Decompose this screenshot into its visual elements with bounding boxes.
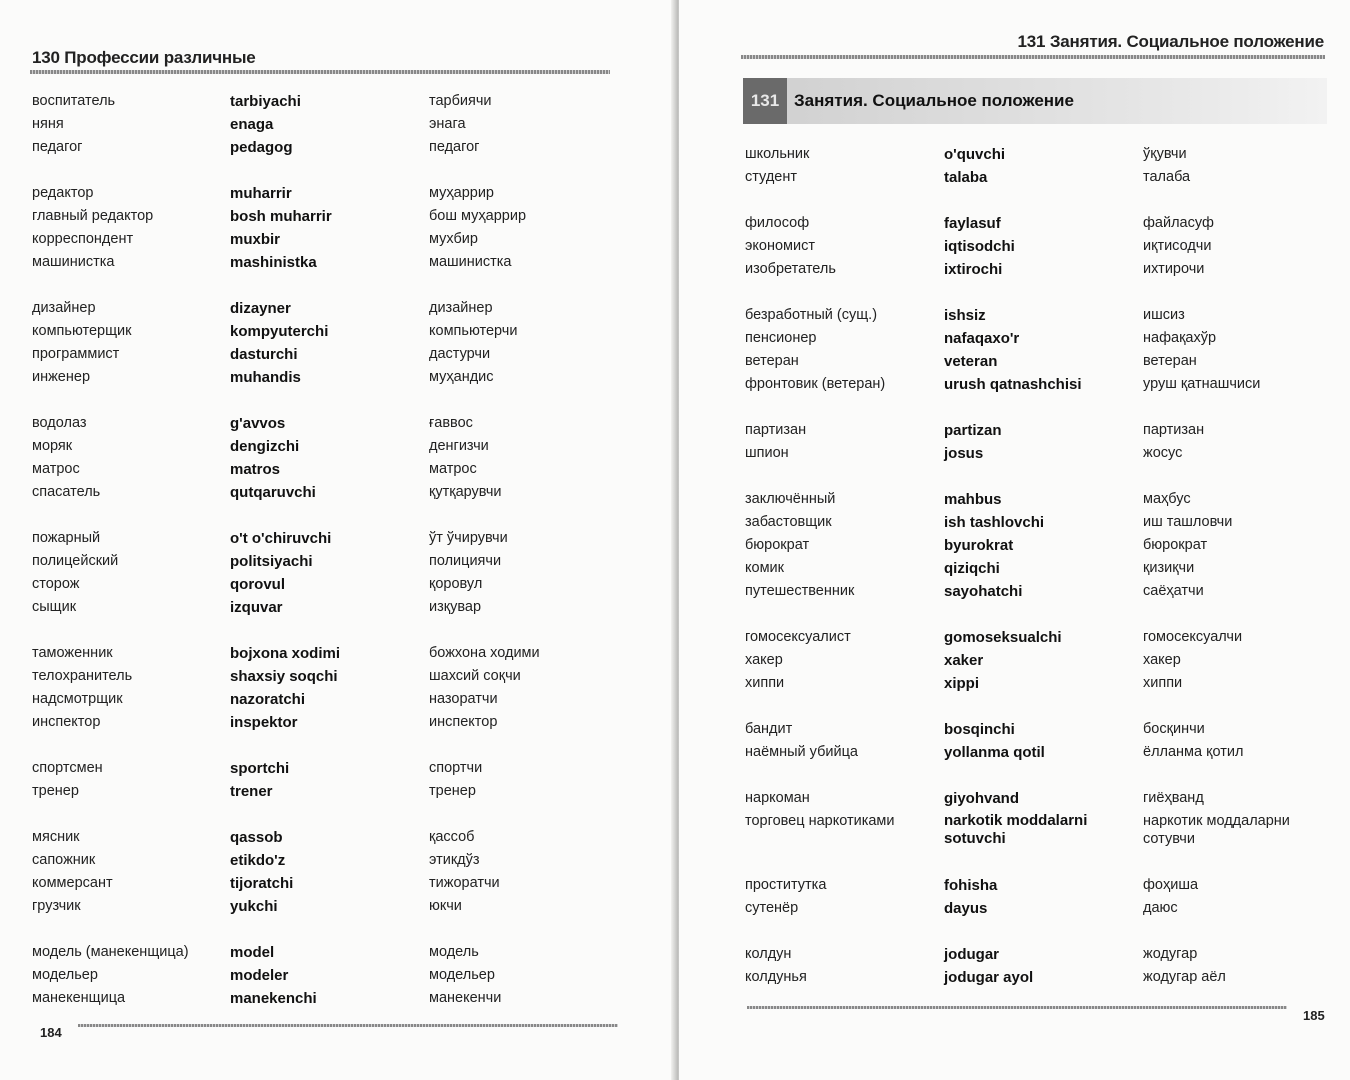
entry-group bbox=[32, 297, 632, 389]
entry-group bbox=[745, 943, 1345, 989]
uzbek-cyrillic-term: муҳандис bbox=[429, 369, 494, 385]
dictionary-entry bbox=[32, 297, 632, 320]
uzbek-cyrillic-term: назоратчи bbox=[429, 691, 498, 707]
russian-term: няня bbox=[32, 116, 64, 132]
uzbek-cyrillic-term: жодугар bbox=[1143, 946, 1198, 962]
russian-term: наёмный убийца bbox=[745, 744, 858, 760]
right-page-number: 185 bbox=[1303, 1008, 1325, 1023]
uzbek-latin-term: bosqinchi bbox=[944, 721, 1015, 738]
uzbek-cyrillic-term: ўқувчи bbox=[1143, 146, 1187, 162]
russian-term: гомосексуалист bbox=[745, 629, 851, 645]
uzbek-cyrillic-term: талаба bbox=[1143, 169, 1191, 185]
uzbek-latin-term: o't o'chiruvchi bbox=[230, 530, 332, 547]
uzbek-latin-term: byurokrat bbox=[944, 537, 1014, 554]
uzbek-latin-term: ishsiz bbox=[944, 307, 986, 324]
dictionary-entry bbox=[745, 626, 1345, 649]
russian-term: студент bbox=[745, 169, 797, 185]
entry-group bbox=[745, 488, 1345, 603]
dictionary-entry bbox=[32, 205, 632, 228]
uzbek-cyrillic-term: дастурчи bbox=[429, 346, 491, 362]
dictionary-entry bbox=[32, 596, 632, 619]
left-page-number: 184 bbox=[40, 1025, 62, 1040]
russian-term: редактор bbox=[32, 185, 94, 201]
dictionary-entry bbox=[745, 304, 1345, 327]
uzbek-latin-term: matros bbox=[230, 461, 281, 478]
section-number-badge: 131 bbox=[743, 78, 787, 124]
uzbek-latin-term: izquvar bbox=[230, 599, 283, 616]
russian-term: партизан bbox=[745, 422, 807, 438]
dictionary-entry bbox=[745, 718, 1345, 741]
russian-term: экономист bbox=[745, 238, 816, 254]
entry-group bbox=[745, 419, 1345, 465]
russian-term: комик bbox=[745, 560, 784, 576]
uzbek-cyrillic-term: модельер bbox=[429, 967, 495, 983]
dictionary-entry bbox=[32, 481, 632, 504]
uzbek-cyrillic-term: модель bbox=[429, 944, 479, 960]
uzbek-latin-term: ixtirochi bbox=[944, 261, 1003, 278]
russian-term: бюрократ bbox=[745, 537, 810, 553]
russian-term: бандит bbox=[745, 721, 793, 737]
russian-term: колдун bbox=[745, 946, 792, 962]
uzbek-latin-term: nafaqaxo'r bbox=[944, 330, 1020, 347]
uzbek-latin-term: muxbir bbox=[230, 231, 281, 248]
russian-term: машинистка bbox=[32, 254, 115, 270]
entry-group bbox=[32, 826, 632, 918]
uzbek-cyrillic-term: хиппи bbox=[1143, 675, 1183, 691]
uzbek-latin-term: talaba bbox=[944, 169, 988, 186]
dictionary-entry bbox=[32, 665, 632, 688]
entry-group bbox=[745, 143, 1345, 189]
uzbek-latin-term: fohisha bbox=[944, 877, 998, 894]
uzbek-latin-term: qassob bbox=[230, 829, 283, 846]
russian-term: сутенёр bbox=[745, 900, 799, 916]
left-running-header: 130 Профессии различные bbox=[32, 48, 256, 67]
uzbek-cyrillic-term: бюрократ bbox=[1143, 537, 1208, 553]
russian-term: водолаз bbox=[32, 415, 87, 431]
uzbek-cyrillic-term: бош муҳаррир bbox=[429, 208, 527, 224]
uzbek-latin-term: mahbus bbox=[944, 491, 1002, 508]
dictionary-entry bbox=[32, 320, 632, 343]
uzbek-latin-term: xaker bbox=[944, 652, 984, 669]
uzbek-cyrillic-term: уруш қатнашчиси bbox=[1143, 376, 1261, 392]
russian-term: таможенник bbox=[32, 645, 113, 661]
uzbek-cyrillic-term: инспектор bbox=[429, 714, 498, 730]
uzbek-latin-term: mashinistka bbox=[230, 254, 317, 271]
dictionary-entry bbox=[745, 373, 1345, 396]
dictionary-entry bbox=[32, 182, 632, 205]
uzbek-cyrillic-term: фоҳиша bbox=[1143, 877, 1199, 893]
dictionary-entry bbox=[32, 527, 632, 550]
dictionary-entry bbox=[745, 649, 1345, 672]
russian-term: проститутка bbox=[745, 877, 827, 893]
dictionary-entry bbox=[745, 741, 1345, 764]
section-title: Занятия. Социальное положение bbox=[794, 91, 1074, 110]
uzbek-latin-term: sportchi bbox=[230, 760, 290, 777]
dictionary-entry bbox=[745, 419, 1345, 442]
uzbek-latin-term: shaxsiy soqchi bbox=[230, 668, 338, 685]
russian-term: путешественник bbox=[745, 583, 855, 599]
uzbek-cyrillic-term: гомосексуалчи bbox=[1143, 629, 1243, 645]
uzbek-latin-term: giyohvand bbox=[944, 790, 1020, 807]
uzbek-cyrillic-term: саёҳатчи bbox=[1143, 583, 1204, 599]
dictionary-entry bbox=[745, 534, 1345, 557]
dictionary-entry bbox=[745, 787, 1345, 810]
uzbek-latin-term: narkotik moddalarni sotuvchi bbox=[944, 812, 1088, 847]
uzbek-cyrillic-term: ишсиз bbox=[1143, 307, 1185, 323]
russian-term: хиппи bbox=[745, 675, 785, 691]
entry-group bbox=[32, 642, 632, 734]
uzbek-cyrillic-term: энага bbox=[429, 116, 466, 132]
uzbek-latin-term: o'quvchi bbox=[944, 146, 1006, 163]
russian-term: изобретатель bbox=[745, 261, 836, 277]
russian-term: корреспондент bbox=[32, 231, 134, 247]
section-heading-bar bbox=[743, 78, 1327, 124]
dictionary-entry bbox=[745, 327, 1345, 350]
uzbek-latin-term: trener bbox=[230, 783, 273, 800]
dictionary-entry bbox=[745, 442, 1345, 465]
dictionary-entry bbox=[32, 826, 632, 849]
uzbek-cyrillic-term: машинистка bbox=[429, 254, 512, 270]
russian-term: ветеран bbox=[745, 353, 799, 369]
right-header-rule bbox=[741, 55, 1325, 59]
dictionary-entry bbox=[745, 212, 1345, 235]
uzbek-cyrillic-term: муҳаррир bbox=[429, 185, 494, 201]
uzbek-cyrillic-term: ихтирочи bbox=[1143, 261, 1205, 277]
dictionary-entry bbox=[745, 488, 1345, 511]
uzbek-latin-term: jodugar ayol bbox=[944, 969, 1034, 986]
dictionary-entry bbox=[32, 458, 632, 481]
uzbek-latin-term: dengizchi bbox=[230, 438, 300, 455]
russian-term: фронтовик (ветеран) bbox=[745, 376, 886, 392]
uzbek-latin-term: tijoratchi bbox=[230, 875, 294, 892]
russian-term: заключённый bbox=[745, 491, 836, 507]
entry-group bbox=[32, 412, 632, 504]
dictionary-entry bbox=[32, 895, 632, 918]
uzbek-cyrillic-term: қизиқчи bbox=[1143, 560, 1195, 576]
uzbek-cyrillic-term: қассоб bbox=[429, 829, 475, 845]
uzbek-cyrillic-term: тижоратчи bbox=[429, 875, 500, 891]
uzbek-latin-term: etikdo'z bbox=[230, 852, 286, 869]
entry-group bbox=[745, 304, 1345, 396]
uzbek-cyrillic-term: педагог bbox=[429, 139, 480, 155]
entry-group bbox=[32, 90, 632, 159]
uzbek-cyrillic-term: қутқарувчи bbox=[429, 484, 502, 500]
russian-term: хакер bbox=[745, 652, 783, 668]
uzbek-cyrillic-term: юкчи bbox=[429, 898, 462, 914]
uzbek-latin-term: urush qatnashchisi bbox=[944, 376, 1082, 393]
dictionary-entry bbox=[745, 874, 1345, 897]
dictionary-entry bbox=[745, 897, 1345, 920]
russian-term: наркоман bbox=[745, 790, 810, 806]
uzbek-cyrillic-term: даюс bbox=[1143, 900, 1178, 916]
russian-term: компьютерщик bbox=[32, 323, 132, 339]
uzbek-latin-term: kompyuterchi bbox=[230, 323, 329, 340]
russian-term: моряк bbox=[32, 438, 73, 454]
dictionary-entry bbox=[745, 258, 1345, 281]
dictionary-entry bbox=[32, 941, 632, 964]
russian-term: программист bbox=[32, 346, 120, 362]
uzbek-cyrillic-term: босқинчи bbox=[1143, 721, 1205, 737]
uzbek-latin-term: bojxona xodimi bbox=[230, 645, 341, 662]
uzbek-cyrillic-term: матрос bbox=[429, 461, 477, 477]
dictionary-entry bbox=[32, 136, 632, 159]
uzbek-latin-term: gomoseksualchi bbox=[944, 629, 1062, 646]
uzbek-cyrillic-term: жосус bbox=[1143, 445, 1183, 461]
dictionary-entry bbox=[745, 143, 1345, 166]
uzbek-latin-term: g'avvos bbox=[230, 415, 286, 432]
dictionary-entry bbox=[32, 343, 632, 366]
uzbek-latin-term: dayus bbox=[944, 900, 988, 917]
uzbek-cyrillic-term: манекенчи bbox=[429, 990, 502, 1006]
dictionary-entry bbox=[32, 113, 632, 136]
dictionary-entry bbox=[32, 366, 632, 389]
entry-group bbox=[745, 212, 1345, 281]
russian-term: сыщик bbox=[32, 599, 77, 615]
uzbek-latin-term: muharrir bbox=[230, 185, 292, 202]
uzbek-cyrillic-term: мухбир bbox=[429, 231, 478, 247]
russian-term: главный редактор bbox=[32, 208, 154, 224]
russian-term: надсмотрщик bbox=[32, 691, 123, 707]
uzbek-latin-term: dasturchi bbox=[230, 346, 298, 363]
uzbek-cyrillic-term: дизайнер bbox=[429, 300, 493, 316]
russian-term: коммерсант bbox=[32, 875, 113, 891]
dictionary-entry bbox=[745, 166, 1345, 189]
uzbek-cyrillic-term: наркотик моддаларни сотувчи bbox=[1143, 813, 1290, 847]
uzbek-latin-term: josus bbox=[944, 445, 984, 462]
uzbek-latin-term: enaga bbox=[230, 116, 274, 133]
dictionary-entry bbox=[745, 580, 1345, 603]
russian-term: спортсмен bbox=[32, 760, 103, 776]
dictionary-entry bbox=[32, 987, 632, 1010]
dictionary-entry bbox=[32, 251, 632, 274]
dictionary-entry bbox=[32, 435, 632, 458]
dictionary-entry bbox=[32, 757, 632, 780]
uzbek-cyrillic-term: тренер bbox=[429, 783, 476, 799]
russian-term: манекенщица bbox=[32, 990, 126, 1006]
russian-term: торговец наркотиками bbox=[745, 813, 895, 829]
dictionary-entry bbox=[32, 573, 632, 596]
entry-group bbox=[745, 626, 1345, 695]
uzbek-cyrillic-term: спортчи bbox=[429, 760, 483, 776]
uzbek-latin-term: qiziqchi bbox=[944, 560, 1000, 577]
entry-group bbox=[745, 787, 1345, 851]
uzbek-cyrillic-term: полициячи bbox=[429, 553, 502, 569]
uzbek-cyrillic-term: партизан bbox=[1143, 422, 1205, 438]
dictionary-entry bbox=[32, 642, 632, 665]
uzbek-cyrillic-term: нафақахўр bbox=[1143, 330, 1217, 346]
uzbek-cyrillic-term: ўт ўчирувчи bbox=[429, 530, 508, 546]
uzbek-cyrillic-term: файласуф bbox=[1143, 215, 1214, 231]
uzbek-latin-term: tarbiyachi bbox=[230, 93, 301, 110]
dictionary-entry bbox=[745, 966, 1345, 989]
entry-group bbox=[32, 757, 632, 803]
uzbek-latin-term: sayohatchi bbox=[944, 583, 1023, 600]
dictionary-entry bbox=[745, 810, 1345, 851]
dictionary-entry bbox=[32, 550, 632, 573]
uzbek-cyrillic-term: ёлланма қотил bbox=[1143, 744, 1244, 760]
uzbek-latin-term: manekenchi bbox=[230, 990, 317, 1007]
uzbek-latin-term: veteran bbox=[944, 353, 998, 370]
russian-term: сторож bbox=[32, 576, 80, 592]
uzbek-cyrillic-term: шахсий соқчи bbox=[429, 668, 521, 684]
uzbek-cyrillic-term: гиёҳванд bbox=[1143, 790, 1204, 806]
uzbek-latin-term: modeler bbox=[230, 967, 289, 984]
russian-term: инженер bbox=[32, 369, 91, 385]
uzbek-latin-term: muhandis bbox=[230, 369, 301, 386]
dictionary-entry bbox=[32, 849, 632, 872]
russian-term: школьник bbox=[745, 146, 810, 162]
uzbek-latin-term: dizayner bbox=[230, 300, 291, 317]
russian-term: спасатель bbox=[32, 484, 101, 500]
russian-term: тренер bbox=[32, 783, 79, 799]
dictionary-entry bbox=[32, 228, 632, 251]
dictionary-entry bbox=[32, 711, 632, 734]
dictionary-entry bbox=[745, 943, 1345, 966]
uzbek-latin-term: qorovul bbox=[230, 576, 285, 593]
russian-term: инспектор bbox=[32, 714, 101, 730]
russian-term: дизайнер bbox=[32, 300, 96, 316]
uzbek-cyrillic-term: изқувар bbox=[429, 599, 482, 615]
right-running-header: 131 Занятия. Социальное положение bbox=[1017, 32, 1324, 51]
uzbek-latin-term: yollanma qotil bbox=[944, 744, 1045, 761]
uzbek-latin-term: inspektor bbox=[230, 714, 298, 731]
entry-group bbox=[745, 874, 1345, 920]
russian-term: философ bbox=[745, 215, 810, 231]
dictionary-entry bbox=[32, 412, 632, 435]
dictionary-entry bbox=[32, 872, 632, 895]
uzbek-latin-term: politsiyachi bbox=[230, 553, 313, 570]
dictionary-entry bbox=[32, 688, 632, 711]
uzbek-latin-term: nazoratchi bbox=[230, 691, 306, 708]
uzbek-cyrillic-term: ветеран bbox=[1143, 353, 1197, 369]
uzbek-latin-term: iqtisodchi bbox=[944, 238, 1015, 255]
uzbek-cyrillic-term: хакер bbox=[1143, 652, 1181, 668]
russian-term: забастовщик bbox=[745, 514, 832, 530]
uzbek-cyrillic-term: ғаввос bbox=[429, 415, 473, 431]
left-header-rule bbox=[30, 70, 610, 74]
uzbek-latin-term: xippi bbox=[944, 675, 980, 692]
uzbek-cyrillic-term: этикдўз bbox=[429, 852, 480, 868]
dictionary-entry bbox=[745, 350, 1345, 373]
russian-term: колдунья bbox=[745, 969, 807, 985]
russian-term: модель (манекенщица) bbox=[32, 944, 189, 960]
dictionary-entry bbox=[745, 557, 1345, 580]
russian-term: пожарный bbox=[32, 530, 101, 546]
entry-group bbox=[32, 527, 632, 619]
left-word-list bbox=[32, 90, 632, 1033]
uzbek-latin-term: ish tashlovchi bbox=[944, 514, 1045, 531]
dictionary-entry bbox=[745, 235, 1345, 258]
uzbek-cyrillic-term: денгизчи bbox=[429, 438, 489, 454]
russian-term: воспитатель bbox=[32, 93, 116, 109]
russian-term: телохранитель bbox=[32, 668, 133, 684]
uzbek-cyrillic-term: иш ташловчи bbox=[1143, 514, 1233, 530]
uzbek-cyrillic-term: божхона ходими bbox=[429, 645, 540, 661]
entry-group bbox=[32, 182, 632, 274]
uzbek-latin-term: bosh muharrir bbox=[230, 208, 332, 225]
uzbek-latin-term: partizan bbox=[944, 422, 1002, 439]
russian-term: педагог bbox=[32, 139, 83, 155]
russian-term: пенсионер bbox=[745, 330, 817, 346]
uzbek-latin-term: pedagog bbox=[230, 139, 293, 156]
uzbek-latin-term: qutqaruvchi bbox=[230, 484, 316, 501]
uzbek-cyrillic-term: маҳбус bbox=[1143, 491, 1191, 507]
right-page bbox=[679, 0, 1350, 1080]
uzbek-latin-term: model bbox=[230, 944, 275, 961]
dictionary-entry bbox=[745, 672, 1345, 695]
entry-group bbox=[745, 718, 1345, 764]
russian-term: сапожник bbox=[32, 852, 96, 868]
uzbek-cyrillic-term: тарбиячи bbox=[429, 93, 492, 109]
uzbek-latin-term: jodugar bbox=[944, 946, 999, 963]
uzbek-cyrillic-term: иқтисодчи bbox=[1143, 238, 1212, 254]
uzbek-cyrillic-term: жодугар аёл bbox=[1143, 969, 1226, 985]
right-word-list bbox=[745, 143, 1345, 1012]
right-footer-rule bbox=[747, 1006, 1287, 1009]
left-footer-rule bbox=[78, 1024, 618, 1027]
uzbek-latin-term: yukchi bbox=[230, 898, 278, 915]
russian-term: модельер bbox=[32, 967, 98, 983]
russian-term: шпион bbox=[745, 445, 789, 461]
dictionary-entry bbox=[32, 780, 632, 803]
russian-term: мясник bbox=[32, 829, 80, 845]
uzbek-cyrillic-term: қоровул bbox=[429, 576, 483, 592]
uzbek-cyrillic-term: компьютерчи bbox=[429, 323, 518, 339]
russian-term: грузчик bbox=[32, 898, 81, 914]
russian-term: полицейский bbox=[32, 553, 119, 569]
russian-term: безработный (сущ.) bbox=[745, 307, 878, 323]
dictionary-entry bbox=[32, 964, 632, 987]
dictionary-entry bbox=[32, 90, 632, 113]
uzbek-latin-term: faylasuf bbox=[944, 215, 1001, 232]
entry-group bbox=[32, 941, 632, 1010]
russian-term: матрос bbox=[32, 461, 80, 477]
dictionary-entry bbox=[745, 511, 1345, 534]
